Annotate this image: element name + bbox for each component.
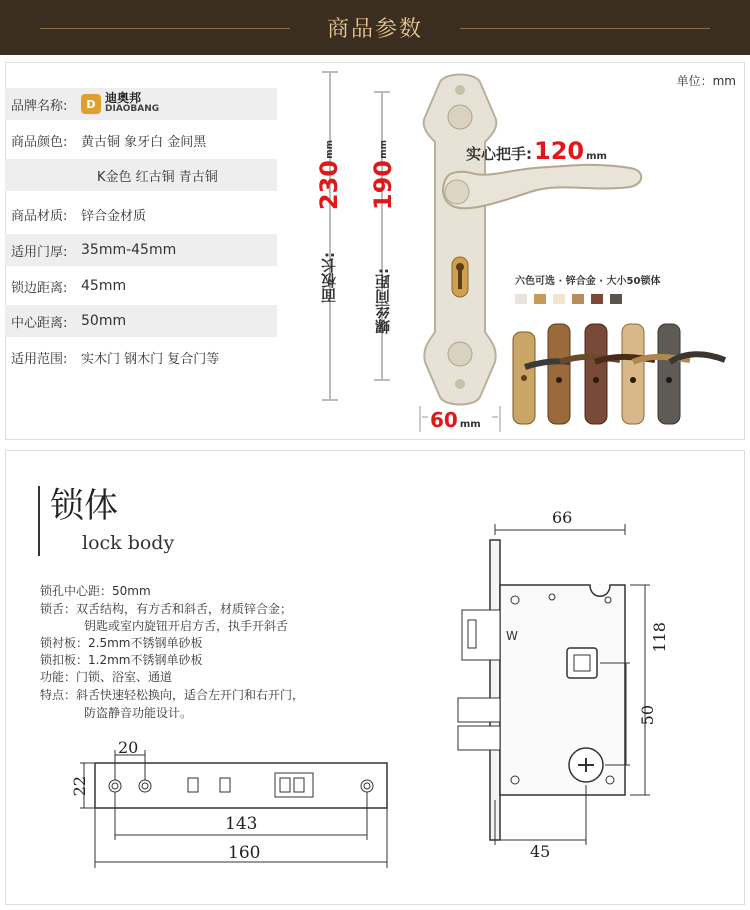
spec-line: 特点：斜舌快速轻松换向，适合左开门和右开门， [40, 688, 305, 702]
plate-width [430, 408, 481, 432]
spec-line: 防盗静音功能设计。 [84, 706, 193, 720]
param-row-color [5, 124, 277, 156]
color-swatches [515, 294, 622, 304]
panel-length-label: 面板长: [320, 252, 338, 303]
handle-length-unit: mm [586, 151, 607, 162]
param-value: 锌合金材质 [81, 208, 147, 224]
unit-label: 单位：mm [676, 74, 736, 88]
product-image [300, 62, 745, 440]
dim-118: 118 [650, 622, 669, 653]
dim-20: 20 [118, 738, 139, 757]
param-label: 商品颜色: [11, 134, 68, 150]
handle-variants [513, 324, 725, 424]
dim-22: 22 [70, 776, 89, 797]
spec-line: 锁孔中心距：50mm [40, 584, 151, 598]
brand-logo [81, 93, 277, 115]
dim-143: 143 [225, 814, 258, 834]
spec-line: 功能：门锁、浴室、通道 [40, 670, 173, 684]
dim-50: 50 [638, 705, 657, 726]
dim-66: 66 [552, 508, 573, 527]
param-row-material [5, 198, 277, 230]
colors-caption: 六色可选 · 锌合金 · 大小50锁体 [515, 276, 661, 287]
param-label: 中心距离: [11, 315, 68, 331]
spec-line: 钥匙或室内旋钮开启方舌，执手开斜舌 [84, 619, 289, 633]
param-row-door-thickness [5, 234, 277, 266]
screw-distance-label: 螺丝间距: [374, 268, 392, 334]
plate-width-value: 60 [430, 408, 458, 432]
lock-body-drawing [440, 500, 680, 870]
lock-body-title: 锁体 [50, 486, 118, 526]
spec-line: 锁舌：双舌结构，有方舌和斜舌，材质锌合金； [40, 602, 293, 616]
param-value: K金色 红古铜 青古铜 [97, 169, 218, 185]
plate-width-unit: mm [459, 419, 481, 430]
dim-45: 45 [530, 842, 551, 861]
screw-distance-value: 190 [369, 160, 397, 211]
param-label: 商品材质: [11, 208, 68, 224]
param-row-backset [5, 270, 277, 302]
param-label: 锁边距离: [11, 280, 68, 296]
param-value: 35mm-45mm [81, 242, 177, 258]
handle-length-value: 120 [534, 137, 585, 165]
screw-distance-unit: mm [379, 140, 389, 159]
param-value: 黄古铜 象牙白 金间黑 [81, 134, 207, 150]
param-value: 45mm [81, 278, 127, 294]
header-banner [0, 0, 750, 55]
title-accent-bar [38, 486, 40, 556]
param-row-color-2 [5, 159, 277, 191]
param-label: 品牌名称: [11, 98, 68, 114]
panel-length-unit: mm [325, 140, 335, 159]
spec-line: 锁扣板：1.2mm不锈钢单砂板 [40, 653, 203, 667]
handle-length [466, 137, 607, 165]
brand-name-cn: 迪奥邦 [105, 91, 142, 105]
dim-160: 160 [228, 843, 261, 863]
param-row-brand [5, 88, 277, 120]
handle-plate [424, 75, 497, 405]
lock-body-subtitle: lock body [82, 532, 175, 554]
brand-name-en: DIAOBANG [105, 104, 160, 114]
banner-divider-right [460, 28, 710, 29]
param-value: 50mm [81, 313, 127, 329]
panel-length-value: 230 [315, 160, 343, 211]
spec-line: 锁衬板：2.5mm不锈钢单砂板 [40, 636, 203, 650]
brand-logo-icon: D [81, 94, 101, 114]
svg-text:W: W [506, 629, 518, 643]
handle-length-label: 实心把手: [466, 145, 532, 163]
page-title: 商品参数 [326, 17, 423, 42]
param-label: 适用范围: [11, 351, 68, 367]
param-row-scope [5, 341, 277, 373]
param-label: 适用门厚: [11, 244, 68, 260]
param-row-center [5, 305, 277, 337]
param-value: 实木门 钢木门 复合门等 [81, 351, 220, 367]
